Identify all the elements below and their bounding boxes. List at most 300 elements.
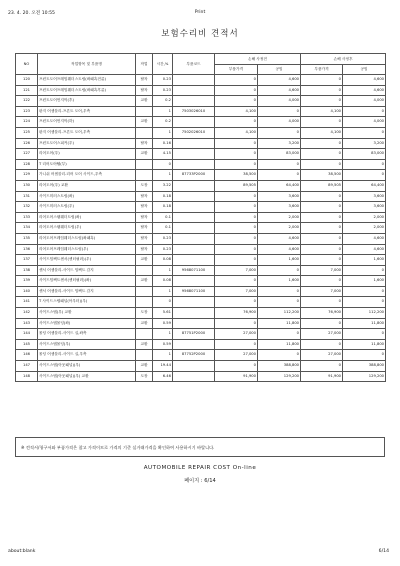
row-hours: 0.23: [153, 233, 173, 244]
row-no: 126: [16, 138, 38, 149]
row-work: 교환: [136, 96, 153, 107]
row-part: 리어도어스탬웨더트립(우): [38, 223, 136, 234]
row-part: 프런트도어스피커(우): [38, 138, 136, 149]
row-labor-before: 4,600: [258, 75, 301, 86]
row-labor-after: 4,600: [343, 75, 386, 86]
row-labor-before: 0: [258, 286, 301, 297]
row-labor-before: 112,200: [258, 308, 301, 319]
table-row: [16, 85, 386, 96]
row-code: [173, 85, 215, 96]
row-parts-before: 0: [215, 244, 258, 255]
col-header-parts-before: 부품가격: [215, 65, 258, 75]
row-labor-before: 4,600: [258, 233, 301, 244]
row-code: [173, 117, 215, 128]
row-parts-after: 4,100: [301, 127, 343, 138]
row-code: [173, 149, 215, 160]
row-work: 교환: [136, 149, 153, 160]
row-labor-after: 0: [343, 297, 386, 308]
row-labor-after: 0: [343, 106, 386, 117]
print-page-number: 6/14: [378, 549, 389, 554]
row-code: [173, 191, 215, 202]
table-row: [16, 318, 386, 329]
table-row: [16, 371, 386, 382]
row-code: [173, 180, 215, 191]
row-no: 135: [16, 233, 38, 244]
row-parts-before: 0: [215, 297, 258, 308]
estimate-table: [15, 53, 386, 382]
row-parts-after: 0: [301, 75, 343, 86]
row-work: [136, 297, 153, 308]
row-labor-before: 64,400: [258, 180, 301, 191]
row-hours: 0: [153, 297, 173, 308]
row-part: 몰딩 어셈블리-사이드 실,우측: [38, 350, 136, 361]
row-part: 리어도어프레임웨더스트립(좌패흑): [38, 233, 136, 244]
row-work: [136, 127, 153, 138]
row-hours: 1: [153, 329, 173, 340]
row-part: 리어도어(우): [38, 149, 136, 160]
row-labor-before: 1,600: [258, 255, 301, 266]
row-parts-before: 0: [215, 117, 258, 128]
row-parts-before: 0: [215, 85, 258, 96]
row-labor-before: 3,600: [258, 191, 301, 202]
col-header-part: 작업항목 및 부품명: [38, 54, 136, 75]
row-labor-before: 0: [258, 350, 301, 361]
row-labor-after: 4,600: [343, 85, 386, 96]
row-parts-before: 0: [215, 339, 258, 350]
row-parts-after: 76,900: [301, 308, 343, 319]
row-work: 도장: [136, 371, 153, 382]
print-header-label: Print: [194, 10, 206, 15]
row-code: [173, 223, 215, 234]
row-part: T 리어도어쉘(부): [38, 159, 136, 170]
row-parts-after: 0: [301, 233, 343, 244]
row-hours: 0.1: [153, 223, 173, 234]
row-labor-after: 4,600: [343, 244, 386, 255]
row-parts-before: 0: [215, 223, 258, 234]
row-part: 사이드스텝(아웃패널)(우): [38, 361, 136, 372]
row-part: 판지 어셈블리-프론트 도어,우측: [38, 127, 136, 138]
row-hours: 4.15: [153, 149, 173, 160]
row-labor-after: 112,200: [343, 308, 386, 319]
table-row: [16, 117, 386, 128]
row-labor-after: 3,200: [343, 138, 386, 149]
row-hours: 1: [153, 350, 173, 361]
row-parts-before: 0: [215, 233, 258, 244]
table-row: [16, 350, 386, 361]
row-work: 탈착: [136, 212, 153, 223]
row-hours: 19.44: [153, 361, 173, 372]
row-hours: 0.16: [153, 138, 173, 149]
row-code: [173, 276, 215, 287]
col-group-before: 손해 사정전: [215, 54, 301, 65]
row-parts-before: 89,505: [215, 180, 258, 191]
row-labor-after: 0: [343, 329, 386, 340]
table-row: [16, 308, 386, 319]
row-parts-after: 0: [301, 117, 343, 128]
table-row: [16, 96, 386, 107]
row-part: 리어도어스탬웨더트립(좌): [38, 212, 136, 223]
page-indicator: 페이지 : 6/14: [184, 478, 216, 484]
row-labor-after: 2,000: [343, 212, 386, 223]
row-parts-after: 0: [301, 202, 343, 213]
row-no: 121: [16, 85, 38, 96]
row-code: [173, 96, 215, 107]
row-work: [136, 159, 153, 170]
table-row: [16, 286, 386, 297]
table-row: [16, 339, 386, 350]
row-labor-after: 4,000: [343, 117, 386, 128]
row-no: 146: [16, 350, 38, 361]
row-part: 프런트도어프레임웨더스트립(좌패흑후륜): [38, 85, 136, 96]
row-labor-after: 11,800: [343, 318, 386, 329]
row-part: T 사이드스텝패널(아우터)(우): [38, 297, 136, 308]
row-parts-after: 7,000: [301, 286, 343, 297]
row-labor-before: 0: [258, 329, 301, 340]
row-hours: 0.08: [153, 255, 173, 266]
table-row: [16, 244, 386, 255]
row-work: 탈착: [136, 191, 153, 202]
row-hours: 6.46: [153, 371, 173, 382]
col-header-hours: 시간,%: [153, 54, 173, 75]
row-part: 사이드스텝(우) 교환: [38, 308, 136, 319]
row-labor-after: 2,000: [343, 223, 386, 234]
row-code: [173, 255, 215, 266]
row-labor-after: 0: [343, 286, 386, 297]
table-row: [16, 180, 386, 191]
row-labor-before: 129,200: [258, 371, 301, 382]
row-hours: 1: [153, 265, 173, 276]
row-part: 몰딩 어셈블리-사이드 실,좌측: [38, 329, 136, 340]
row-code: 7503026010: [173, 106, 215, 117]
row-part: 사이드스텝몰딩(우): [38, 339, 136, 350]
row-labor-after: 0: [343, 265, 386, 276]
row-parts-before: 4,100: [215, 127, 258, 138]
print-url: about:blank: [8, 549, 36, 554]
row-work: 탈착: [136, 75, 153, 86]
row-part: 프런트도어프레임웨더스트립(좌패흑전륜): [38, 75, 136, 86]
row-work: [136, 350, 153, 361]
row-part: 센서 어셈블리-사이드 임팩트 감지: [38, 265, 136, 276]
row-parts-after: 4,100: [301, 106, 343, 117]
row-parts-after: 0: [301, 85, 343, 96]
row-parts-after: 0: [301, 276, 343, 287]
row-hours: 0.59: [153, 318, 173, 329]
table-row: [16, 170, 386, 181]
table-row: [16, 297, 386, 308]
row-no: 144: [16, 329, 38, 340]
row-parts-before: 4,100: [215, 106, 258, 117]
row-labor-after: 1,600: [343, 276, 386, 287]
row-parts-after: 0: [301, 96, 343, 107]
row-labor-before: 83,000: [258, 149, 301, 160]
service-brand: AUTOMOBILE REPAIR COST On-line: [143, 465, 257, 471]
row-labor-before: 0: [258, 170, 301, 181]
row-hours: 0: [153, 159, 173, 170]
row-code: [173, 371, 215, 382]
row-no: 145: [16, 339, 38, 350]
col-group-after: 손해 사정후: [301, 54, 386, 65]
row-code: [173, 202, 215, 213]
row-parts-after: 0: [301, 159, 343, 170]
row-code: 87751P2000: [173, 329, 215, 340]
row-code: [173, 339, 215, 350]
row-work: 교환: [136, 255, 153, 266]
table-row: [16, 127, 386, 138]
row-part: 사이드미러스트립(좌): [38, 191, 136, 202]
row-hours: 0.23: [153, 85, 173, 96]
table-row: [16, 255, 386, 266]
table-row: [16, 361, 386, 372]
row-code: 9568071100: [173, 286, 215, 297]
row-labor-after: 11,800: [343, 339, 386, 350]
row-labor-after: 83,000: [343, 149, 386, 160]
table-row: [16, 149, 386, 160]
row-parts-after: 0: [301, 149, 343, 160]
row-work: 탈착: [136, 233, 153, 244]
row-parts-after: 89,505: [301, 180, 343, 191]
row-labor-before: 1,600: [258, 276, 301, 287]
row-no: 136: [16, 244, 38, 255]
col-header-labor-after: 공임: [343, 65, 386, 75]
row-hours: 0.23: [153, 244, 173, 255]
row-no: 148: [16, 371, 38, 382]
row-code: [173, 308, 215, 319]
row-labor-after: 129,200: [343, 371, 386, 382]
row-no: 129: [16, 170, 38, 181]
row-labor-before: 3,200: [258, 138, 301, 149]
row-part: 사이드미러스트립(우): [38, 202, 136, 213]
row-no: 130: [16, 180, 38, 191]
row-no: 132: [16, 202, 38, 213]
table-row: [16, 233, 386, 244]
row-labor-after: 3,600: [343, 191, 386, 202]
row-no: 139: [16, 276, 38, 287]
row-parts-before: 76,900: [215, 308, 258, 319]
row-code: 9568071100: [173, 265, 215, 276]
row-part: 리어도어프레임웨더스트립(우): [38, 244, 136, 255]
row-labor-before: 4,000: [258, 117, 301, 128]
row-parts-after: 0: [301, 212, 343, 223]
row-hours: 0.18: [153, 191, 173, 202]
row-parts-before: 0: [215, 212, 258, 223]
row-work: 교환: [136, 339, 153, 350]
row-code: [173, 244, 215, 255]
row-no: 125: [16, 127, 38, 138]
row-work: 탈착: [136, 244, 153, 255]
table-row: [16, 191, 386, 202]
row-work: 탈착: [136, 85, 153, 96]
table-row: [16, 106, 386, 117]
row-parts-before: 0: [215, 255, 258, 266]
row-code: 87752P2000: [173, 350, 215, 361]
row-part: 사이드임팩트센서(센터필러)(좌): [38, 276, 136, 287]
row-code: [173, 233, 215, 244]
row-part: 사이드스텝몰딩(좌): [38, 318, 136, 329]
row-labor-after: 3,600: [343, 202, 386, 213]
row-work: 탈착: [136, 202, 153, 213]
col-header-work: 작업: [136, 54, 153, 75]
row-parts-before: 91,900: [215, 371, 258, 382]
row-parts-after: 7,000: [301, 265, 343, 276]
row-code: 87733P2000: [173, 170, 215, 181]
row-work: 교환: [136, 318, 153, 329]
estimate-rows: [16, 75, 386, 382]
row-labor-after: 0: [343, 159, 386, 170]
row-part: 가니쉬 어셈블리-리어 도어 사이드,우측: [38, 170, 136, 181]
row-parts-before: 27,000: [215, 329, 258, 340]
table-row: [16, 202, 386, 213]
row-no: 134: [16, 223, 38, 234]
row-labor-after: 64,400: [343, 180, 386, 191]
row-no: 128: [16, 159, 38, 170]
row-work: 도장: [136, 308, 153, 319]
row-labor-after: 388,800: [343, 361, 386, 372]
col-header-code: 부품코드: [173, 54, 215, 75]
row-work: [136, 170, 153, 181]
row-parts-before: 0: [215, 138, 258, 149]
row-no: 122: [16, 96, 38, 107]
table-row: [16, 223, 386, 234]
row-part: 사이드스텝(아웃패널)(우) 교환: [38, 371, 136, 382]
row-parts-before: 0: [215, 96, 258, 107]
row-code: [173, 159, 215, 170]
row-work: 도장: [136, 180, 153, 191]
row-part: 리어도어(우) 교환: [38, 180, 136, 191]
row-hours: 1: [153, 286, 173, 297]
row-work: [136, 329, 153, 340]
row-labor-before: 11,800: [258, 318, 301, 329]
row-labor-before: 4,600: [258, 85, 301, 96]
row-work: [136, 265, 153, 276]
row-no: 137: [16, 255, 38, 266]
row-work: [136, 106, 153, 117]
row-code: [173, 297, 215, 308]
row-work: [136, 286, 153, 297]
row-parts-before: 7,000: [215, 265, 258, 276]
row-no: 141: [16, 297, 38, 308]
row-hours: 0.08: [153, 276, 173, 287]
row-work: 교환: [136, 117, 153, 128]
row-part: 프런트도어먼지막(후): [38, 96, 136, 107]
col-header-no: NO: [16, 54, 38, 75]
row-code: [173, 138, 215, 149]
row-part: 센서 어셈블리-사이드 임팩트 감지: [38, 286, 136, 297]
row-labor-after: 0: [343, 170, 386, 181]
row-work: 교환: [136, 276, 153, 287]
table-row: [16, 75, 386, 86]
row-work: 탈착: [136, 138, 153, 149]
row-no: 147: [16, 361, 38, 372]
row-code: [173, 212, 215, 223]
row-labor-before: 11,800: [258, 339, 301, 350]
col-header-parts-after: 부품가격: [301, 65, 343, 75]
row-parts-before: 0: [215, 191, 258, 202]
row-parts-after: 0: [301, 297, 343, 308]
table-row: [16, 265, 386, 276]
row-labor-before: 0: [258, 159, 301, 170]
table-row: [16, 138, 386, 149]
row-parts-after: 0: [301, 191, 343, 202]
row-parts-after: 0: [301, 318, 343, 329]
row-labor-before: 2,000: [258, 223, 301, 234]
row-parts-after: 0: [301, 244, 343, 255]
table-row: [16, 329, 386, 340]
row-parts-after: 27,000: [301, 329, 343, 340]
row-hours: 5.61: [153, 308, 173, 319]
row-hours: 1: [153, 170, 173, 181]
row-labor-before: 388,800: [258, 361, 301, 372]
row-part: 판지 어셈블리-프론트 도어,우측: [38, 106, 136, 117]
row-labor-before: 2,000: [258, 212, 301, 223]
row-parts-before: 0: [215, 361, 258, 372]
row-hours: 0.18: [153, 202, 173, 213]
document-title: 보험수리비 견적서: [161, 29, 239, 39]
row-labor-before: 0: [258, 106, 301, 117]
row-parts-after: 0: [301, 223, 343, 234]
row-no: 123: [16, 106, 38, 117]
row-no: 133: [16, 212, 38, 223]
row-parts-before: 0: [215, 149, 258, 160]
row-hours: 0.59: [153, 339, 173, 350]
row-parts-before: 0: [215, 202, 258, 213]
row-hours: 0.2: [153, 96, 173, 107]
row-code: [173, 318, 215, 329]
table-row: [16, 276, 386, 287]
row-labor-after: 4,000: [343, 96, 386, 107]
row-no: 120: [16, 75, 38, 86]
row-parts-after: 0: [301, 361, 343, 372]
disclaimer-note: ※ 견적서/청구서와 부품가격은 참고 가격이므로 가격의 기준 실거래가격을 확인하여 사용하시기 바랍니다.: [15, 437, 385, 457]
row-part: 사이드임팩트센서(센터필러)(우): [38, 255, 136, 266]
row-parts-after: 0: [301, 255, 343, 266]
row-labor-before: 0: [258, 265, 301, 276]
row-labor-before: 0: [258, 127, 301, 138]
row-labor-after: 4,600: [343, 233, 386, 244]
row-no: 142: [16, 308, 38, 319]
row-hours: 3.22: [153, 180, 173, 191]
row-work: 교환: [136, 361, 153, 372]
row-labor-before: 4,600: [258, 244, 301, 255]
row-no: 127: [16, 149, 38, 160]
row-part: 프런트도어먼지막(하): [38, 117, 136, 128]
row-parts-after: 0: [301, 339, 343, 350]
row-parts-before: 7,000: [215, 286, 258, 297]
row-no: 124: [16, 117, 38, 128]
row-code: 7502026010: [173, 127, 215, 138]
row-labor-before: 0: [258, 297, 301, 308]
row-work: 탈착: [136, 223, 153, 234]
row-labor-after: 0: [343, 127, 386, 138]
row-no: 143: [16, 318, 38, 329]
row-labor-before: 4,000: [258, 96, 301, 107]
row-no: 131: [16, 191, 38, 202]
row-labor-after: 0: [343, 350, 386, 361]
row-hours: 0.23: [153, 75, 173, 86]
row-no: 140: [16, 286, 38, 297]
table-row: [16, 159, 386, 170]
row-parts-before: 0: [215, 75, 258, 86]
row-labor-after: 1,600: [343, 255, 386, 266]
row-code: [173, 75, 215, 86]
row-parts-before: 0: [215, 276, 258, 287]
row-labor-before: 3,600: [258, 202, 301, 213]
table-row: [16, 212, 386, 223]
row-parts-after: 27,000: [301, 350, 343, 361]
row-hours: 0.2: [153, 117, 173, 128]
row-parts-before: 38,500: [215, 170, 258, 181]
print-datetime: 23. 4. 20. 오전 10:55: [8, 11, 55, 16]
col-header-labor-before: 공임: [258, 65, 301, 75]
